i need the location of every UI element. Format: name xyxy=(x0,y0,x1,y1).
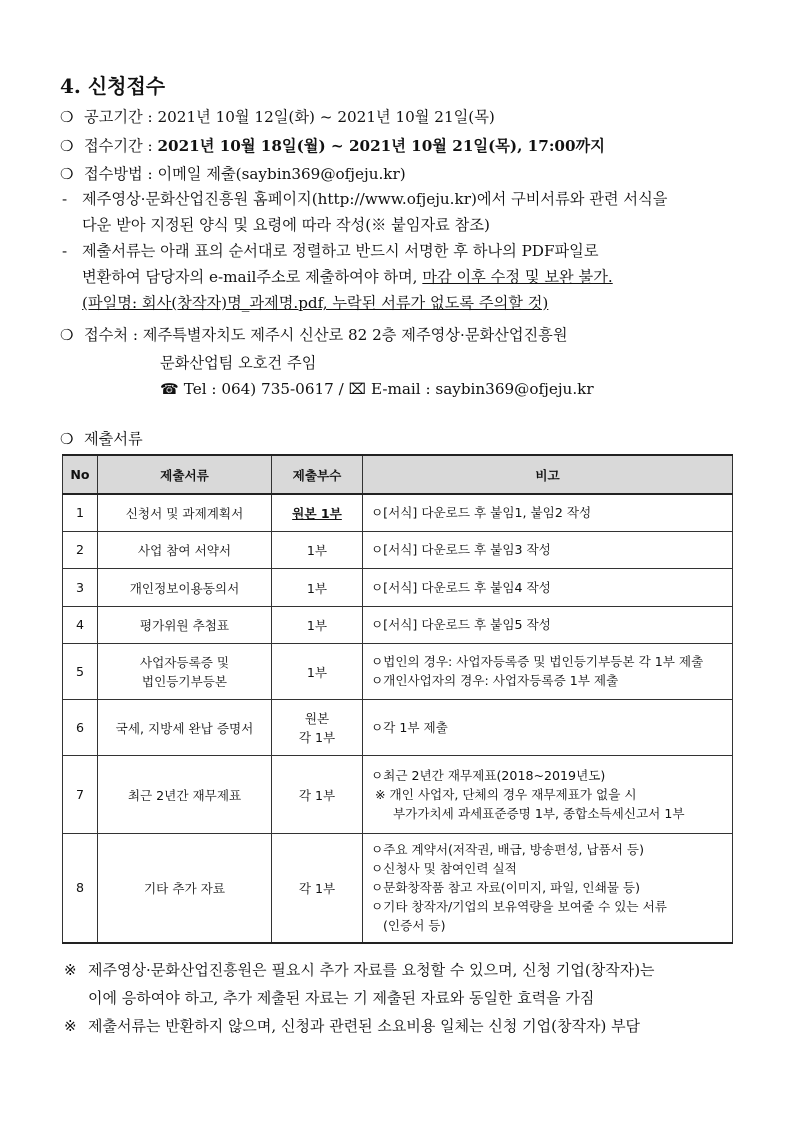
submission-documents-table xyxy=(62,454,733,944)
footnote-no-return: ※ 제출서류는 반환하지 않으며, 신청과 관련된 소요비용 일체는 신청 기업(창작자) 부담 xyxy=(64,1012,640,1040)
header-notes: 비고 xyxy=(363,455,733,494)
receipt-period-value: 2021년 10월 18일(월) ~ 2021년 10월 21일(목), 17:00까지 xyxy=(157,137,605,155)
dash-item-homepage: - 제주영상·문화산업진흥원 홈페이지(http://www.ofjeju.kr)에서 구비서류와 관련 서식을 xyxy=(62,190,668,208)
header-count: 제출부수 xyxy=(272,455,363,494)
circle-bullet-icon: ❍ xyxy=(60,326,74,344)
filename-rule: (파일명: 회사(창작자)명_과제명.pdf, 누락된 서류가 없도록 주의할 것) xyxy=(82,294,549,312)
phone-icon: ☎ xyxy=(160,380,179,398)
table-row: 2 사업 참여 서약서 1부 ㅇ[서식] 다운로드 후 붙임3 작성 xyxy=(63,531,733,568)
table-row: 1 신청서 및 과제계획서 원본 1부 ㅇ[서식] 다운로드 후 붙임1, 붙임2 작성 xyxy=(63,494,733,531)
contact-line: ☎ Tel : 064) 735-0617 / ⌧ E-mail : saybin369@ofjeju.kr xyxy=(160,380,594,398)
reference-mark-icon: ※ xyxy=(64,961,77,979)
section-title: 4. 신청접수 xyxy=(60,74,166,98)
header-no: No xyxy=(63,455,98,494)
mail-icon: ⌧ xyxy=(348,380,367,398)
receipt-place: ❍ 접수처 : 제주특별자치도 제주시 신산로 82 2층 제주영상·문화산업진흥원 xyxy=(60,326,568,344)
email-address: E-mail : saybin369@ofjeju.kr xyxy=(370,380,594,398)
table-header-row xyxy=(63,455,733,494)
table-row: 4 평가위원 추첨표 1부 ㅇ[서식] 다운로드 후 붙임5 작성 xyxy=(63,606,733,643)
table-row: 3 개인정보이용동의서 1부 ㅇ[서식] 다운로드 후 붙임4 작성 xyxy=(63,568,733,606)
dash-item-documents: - 제출서류는 아래 표의 순서대로 정렬하고 반드시 서명한 후 하나의 PDF파일로 xyxy=(62,242,599,260)
table-row: 5 사업자등록증 및 법인등기부등본 1부 ㅇ법인의 경우: 사업자등록증 및 법인등기부등본 각 1부 제출 ㅇ개인사업자의 경우: 사업자등록증 1부 제출 xyxy=(63,643,733,699)
circle-bullet-icon: ❍ xyxy=(60,430,74,448)
reference-mark-icon: ※ xyxy=(64,1017,77,1035)
receipt-period: ❍ 접수기간 : 2021년 10월 18일(월) ~ 2021년 10월 21일(목), 17:00까지 xyxy=(60,137,605,155)
receipt-method: ❍ 접수방법 : 이메일 제출(saybin369@ofjeju.kr) xyxy=(60,165,406,183)
announcement-period: ❍ 공고기간 : 2021년 10월 12일(화) ~ 2021년 10월 21일(목) xyxy=(60,108,495,126)
circle-bullet-icon: ❍ xyxy=(60,108,74,126)
circle-bullet-icon: ❍ xyxy=(60,137,74,155)
docs-heading: ❍ 제출서류 xyxy=(60,430,143,448)
header-document: 제출서류 xyxy=(98,455,272,494)
original-copy-count: 원본 1부 xyxy=(272,494,363,531)
circle-bullet-icon: ❍ xyxy=(60,165,74,183)
method-details: - 제주영상·문화산업진흥원 홈페이지(http://www.ofjeju.kr)에서 구비서류와 관련 서식을 다운 받아 지정된 양식 및 요령에 따라 작성(※ 붙임자료 참조) - 제출서류는 아래 표의 순서대로 정렬하고 반드시 서명한 후 하나의 PDF파일로 변환하여 담당자의 e-mail주소로 제출하여야 하며, 마감 이후 수정 및 보완 불가. (파일명: 회사(창작자)명_과제명.pdf, 누락된 서류가 없도록 주의할 것) xyxy=(62,186,667,316)
receipt-team: 문화산업팀 오호건 주임 xyxy=(160,354,317,372)
table-row: 8 기타 추가 자료 각 1부 ㅇ주요 계약서(저작권, 배급, 방송편성, 납품서 등) ㅇ신청사 및 참여인력 실적 ㅇ문화창작품 참고 자료(이미지, 파일, 인쇄물 등) ㅇ기타 창작자/기업의 보유역량을 보여줄 수 있는 서류 (인증서 등) xyxy=(63,833,733,943)
table-row: 7 최근 2년간 재무제표 각 1부 ㅇ최근 2년간 재무제표(2018~2019년도) ※ 개인 사업자, 단체의 경우 재무제표가 없을 시 부가가치세 과세표준증명 1부, 종합소득세신고서 1부 xyxy=(63,755,733,833)
deadline-warning: 마감 이후 수정 및 보완 불가. xyxy=(422,268,613,286)
table-row: 6 국세, 지방세 완납 증명서 원본 각 1부 ㅇ각 1부 제출 xyxy=(63,699,733,755)
footnote-additional-materials: ※ 제주영상·문화산업진흥원은 필요시 추가 자료를 요청할 수 있으며, 신청 기업(창작자)는 이에 응하여야 하고, 추가 제출된 자료는 기 제출된 자료와 동일한 효력을 가짐 xyxy=(64,956,655,1012)
